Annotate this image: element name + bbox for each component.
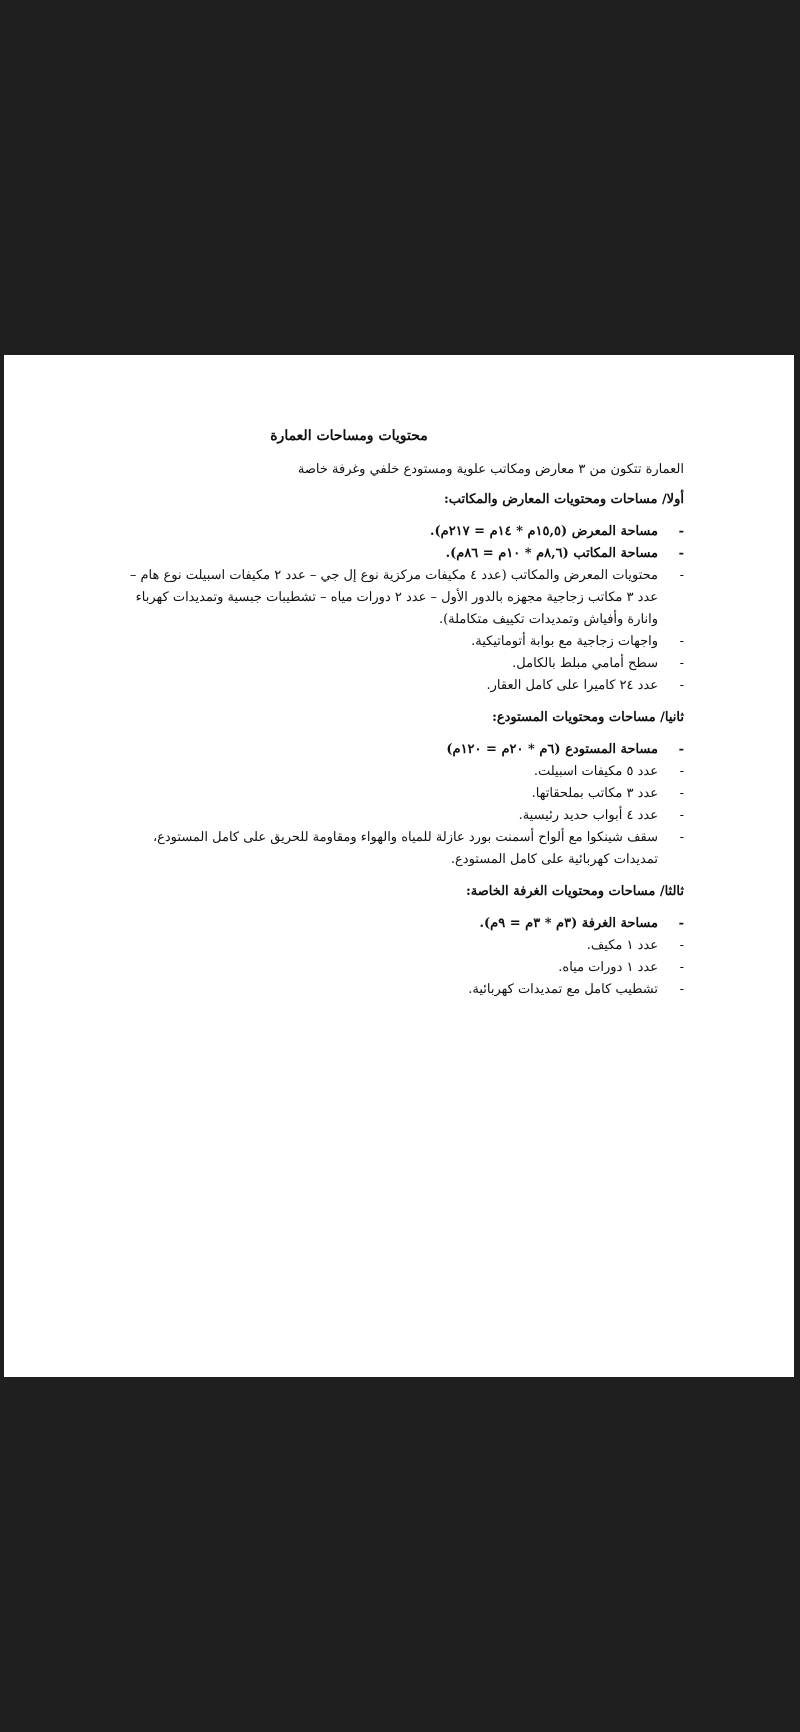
list-item: - مساحة الغرفة (٣م * ٣م = ٩م).	[124, 913, 658, 935]
list-item: - سقف شينكوا مع ألواح أسمنت بورد عازلة للمياه والهواء ومقاومة للحريق على كامل المستودع، تمديدات كهربائية على كامل المستودع.	[124, 827, 658, 871]
list-item: - مساحة المكاتب (٨,٦م * ١٠م = ٨٦م).	[124, 543, 658, 565]
document-content	[124, 425, 684, 1011]
list-item: - سطح أمامي مبلط بالكامل.	[124, 653, 658, 675]
list-item: - محتويات المعرض والمكاتب (عدد ٤ مكيفات مركزية نوع إل جي – عدد ٢ مكيفات اسبيلت نوع هام – عدد ٣ مكاتب زجاجية مجهزه بالدور الأول – عدد ٢ دورات مياه – تشطيبات جبسية وتمديدات كهرباء وانارة وأفياش وتمديدات تكييف متكاملة).	[124, 565, 658, 631]
list-item: - عدد ١ مكيف.	[124, 935, 658, 957]
private-room-list	[124, 913, 684, 1001]
section-heading-showrooms: أولا/ مساحات ومحتويات المعارض والمكاتب:	[443, 492, 684, 507]
section-heading-private-room: ثالثا/ مساحات ومحتويات الغرفة الخاصة:	[465, 884, 684, 899]
list-item: - مساحة المعرض (١٥,٥م * ١٤م = ٢١٧م).	[124, 521, 658, 543]
list-item: - تشطيب كامل مع تمديدات كهربائية.	[124, 979, 658, 1001]
section-heading-warehouse: ثانيا/ مساحات ومحتويات المستودع:	[492, 710, 684, 725]
list-item: - عدد ١ دورات مياه.	[124, 957, 658, 979]
list-item: - عدد ٣ مكاتب بملحقاتها.	[124, 783, 658, 805]
warehouse-list	[124, 739, 684, 871]
document-page	[4, 355, 794, 1377]
list-item: - عدد ٤ أبواب حديد رئيسية.	[124, 805, 658, 827]
list-item: - مساحة المستودع (٦م * ٢٠م = ١٢٠م)	[124, 739, 658, 761]
showrooms-list	[124, 521, 684, 697]
intro-paragraph: العمارة تتكون من ٣ معارض ومكاتب علوية ومستودع خلفي وغرفة خاصة	[297, 462, 684, 477]
list-item: - عدد ٥ مكيفات اسبيلت.	[124, 761, 658, 783]
list-item: - واجهات زجاجية مع بوابة أتوماتيكية.	[124, 631, 658, 653]
document-title: محتويات ومساحات العمارة	[270, 428, 428, 444]
list-item: - عدد ٢٤ كاميرا على كامل العقار.	[124, 675, 658, 697]
